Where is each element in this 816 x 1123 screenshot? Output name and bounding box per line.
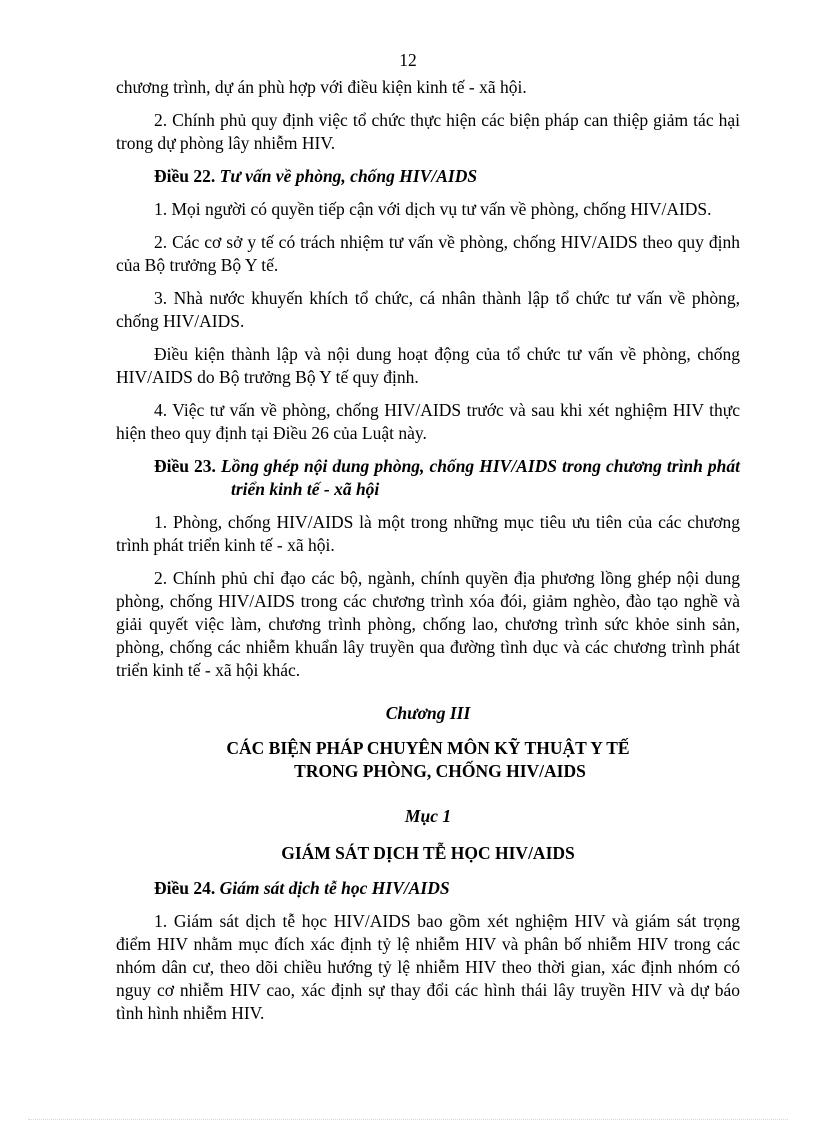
article-22-item-3: 3. Nhà nước khuyến khích tổ chức, cá nhân thành lập tổ chức tư vấn về phòng, chống HIV/AIDS. bbox=[116, 288, 740, 331]
article-22-item-2: 2. Các cơ sở y tế có trách nhiệm tư vấn về phòng, chống HIV/AIDS theo quy định của Bộ trưởng Bộ Y tế. bbox=[116, 232, 740, 275]
article-label: Điều 24. bbox=[154, 878, 216, 898]
page-bottom-divider bbox=[28, 1119, 788, 1120]
section-label: Mục 1 bbox=[404, 806, 452, 826]
article-label: Điều 23. bbox=[154, 456, 216, 476]
article-22-item-1: 1. Mọi người có quyền tiếp cận với dịch vụ tư vấn về phòng, chống HIV/AIDS. bbox=[154, 199, 712, 219]
page-number: 12 bbox=[399, 50, 417, 70]
article-23-heading bbox=[116, 455, 740, 501]
article-22-item-3-cont: Điều kiện thành lập và nội dung hoạt động của tổ chức tư vấn về phòng, chống HIV/AIDS do Bộ trưởng Bộ Y tế quy định. bbox=[116, 344, 740, 387]
article-24-item-1: 1. Giám sát dịch tễ học HIV/AIDS bao gồm xét nghiệm HIV và giám sát trọng điểm HIV nhằm mục đích xác định tỷ lệ nhiễm HIV và phân bố nhiễm HIV trong các nhóm dân cư, theo dõi chiều hướng tỷ lệ nhiễm HIV theo thời gian, xác định nhóm có nguy cơ nhiễm HIV cao, xác định sự thay đổi các hình thái lây truyền HIV và dự báo tình hình nhiễm HIV. bbox=[116, 911, 740, 1023]
article-22-heading bbox=[116, 165, 740, 188]
article-label: Điều 22. bbox=[154, 166, 216, 186]
chapter-title bbox=[116, 737, 740, 783]
chapter-title-line-2: TRONG PHÒNG, CHỐNG HIV/AIDS bbox=[294, 761, 586, 781]
paragraph-continuation: chương trình, dự án phù hợp với điều kiện kinh tế - xã hội. bbox=[116, 77, 527, 97]
section-title: GIÁM SÁT DỊCH TỄ HỌC HIV/AIDS bbox=[281, 843, 575, 863]
chapter-title-line-1: CÁC BIỆN PHÁP CHUYÊN MÔN KỸ THUẬT Y TẾ bbox=[226, 738, 630, 758]
article-title: Tư vấn về phòng, chống HIV/AIDS bbox=[219, 166, 478, 186]
article-title: Giám sát dịch tễ học HIV/AIDS bbox=[219, 878, 450, 898]
article-title: Lồng ghép nội dung phòng, chống HIV/AIDS trong chương trình phát triển kinh tế - xã hội bbox=[220, 456, 741, 499]
article-24-heading bbox=[116, 877, 740, 900]
chapter-label: Chương III bbox=[385, 703, 471, 723]
paragraph: 2. Chính phủ quy định việc tổ chức thực hiện các biện pháp can thiệp giảm tác hại trong dự phòng lây nhiễm HIV. bbox=[116, 110, 740, 153]
article-22-item-4: 4. Việc tư vấn về phòng, chống HIV/AIDS trước và sau khi xét nghiệm HIV thực hiện theo quy định tại Điều 26 của Luật này. bbox=[116, 400, 740, 443]
page-body bbox=[116, 76, 740, 1035]
article-23-item-2: 2. Chính phủ chỉ đạo các bộ, ngành, chính quyền địa phương lồng ghép nội dung phòng, chống HIV/AIDS trong các chương trình xóa đói, giảm nghèo, đào tạo nghề và giải quyết việc làm, chương trình phòng, chống lao, chương trình sức khỏe sinh sản, phòng, chống các nhiễm khuẩn lây truyền qua đường tình dục và các chương trình phát triển kinh tế - xã hội khác. bbox=[116, 568, 740, 680]
article-23-item-1: 1. Phòng, chống HIV/AIDS là một trong những mục tiêu ưu tiên của các chương trình phát triển kinh tế - xã hội. bbox=[116, 512, 740, 555]
